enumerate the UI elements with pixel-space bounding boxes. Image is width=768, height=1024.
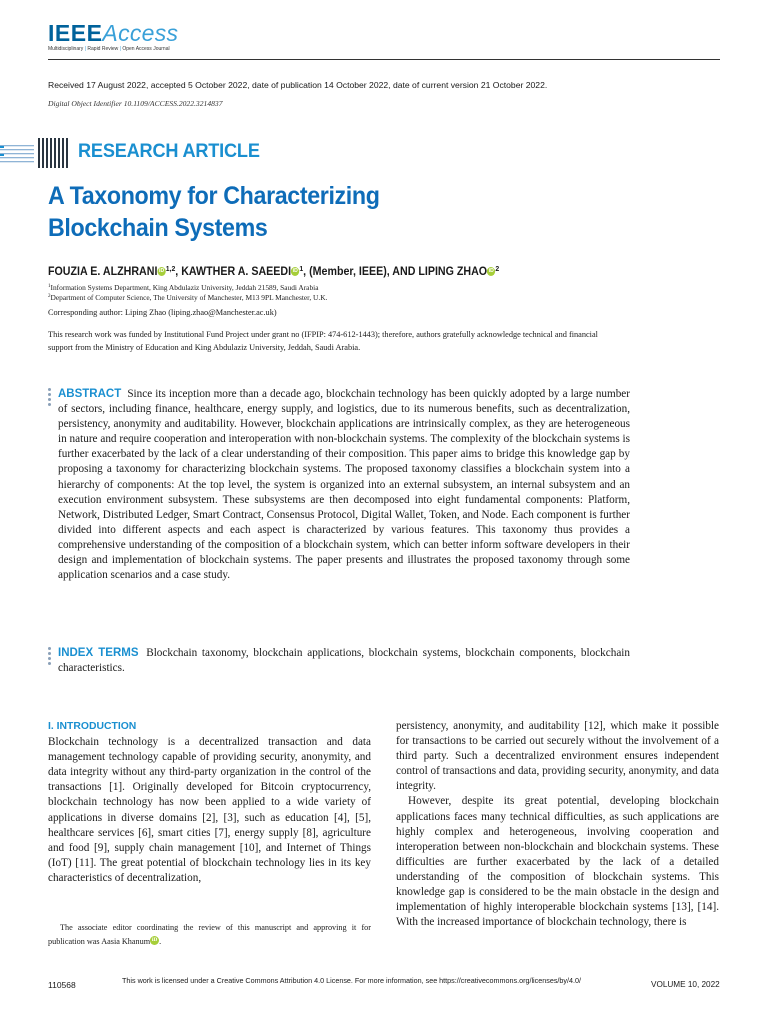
index-terms-label: INDEX TERMS (58, 647, 139, 659)
orcid-icon[interactable]: iD (151, 937, 158, 943)
journal-logo (48, 22, 178, 52)
corresponding-author: Corresponding author: Liping Zhao (liping.zhao@Manchester.ac.uk) (48, 308, 277, 317)
paper-title: A Taxonomy for Characterizing Blockchain Systems (48, 182, 380, 242)
editor-footnote: The associate editor coordinating the review of this manuscript and approving it for publication was Aasia Khanum iD . (48, 923, 371, 946)
author-list: FOUZIA E. ALZHRANI iD $^{1,2}$, KAWTHER A. SAEEDI iD $^1$, (Member, IEEE), AND LIPING ZHAO iD $^2$ (48, 264, 500, 278)
abstract (58, 387, 630, 583)
logo-access: Access (102, 20, 179, 46)
article-type-banner (0, 136, 290, 170)
affiliation-2: $^2$Department of Computer Science, The University of Manchester, M13 9PL Manchester, U.K. (48, 293, 328, 302)
logo-ieee: IEEE (48, 20, 103, 46)
index-terms-text: Blockchain taxonomy, blockchain applications, blockchain systems, blockchain components, blockchain characteristics. (58, 647, 630, 675)
index-terms (58, 646, 630, 676)
author-2: , KAWTHER A. SAEEDI (175, 265, 292, 278)
paragraph: persistency, anonymity, and auditability [12], which make it possible for transactions to be carried out securely without the involvement of a third party. Such a decentralized environment ensures independent control of transactions and data, providing security, anonymity, and data integrity. (396, 720, 719, 793)
header-divider (48, 59, 720, 60)
abstract-label: ABSTRACT (58, 388, 122, 400)
intro-right-column (396, 719, 719, 930)
doi: Digital Object Identifier 10.1109/ACCESS.2022.3214837 (48, 99, 223, 108)
funding-statement: This research work was funded by Institutional Fund Project under grant no (IFPIP: 474-612-1443); therefore, authors gratefully acknowledge technical and financial support from the Ministry of Education and King Abdulaziz University, Jeddah, Saudi Arabia. (48, 330, 598, 352)
author-3: , (Member, IEEE), AND LIPING ZHAO (303, 265, 488, 278)
section-heading: I. INTRODUCTION (48, 721, 137, 732)
page-number: 110568 (48, 980, 76, 990)
article-type-label: RESEARCH ARTICLE (78, 140, 260, 162)
orcid-icon[interactable]: iD (292, 268, 298, 274)
orcid-icon[interactable]: iD (159, 268, 165, 274)
abstract-text: Since its inception more than a decade ago, blockchain technology has been quickly adopted by a large number of sectors, including finance, healthcare, energy supply, and logistics, due to its numerous benefits, such as decentralization, persistency, anonymity and auditability. However, blockchain applications are intrinsically complex, as they are heterogeneous in nature and require cooperation and interoperation with non-blockchain systems. The complexity of the blockchain systems is further exacerbated by the lack of a clear understanding of their composition. This paper aims to bridge this knowledge gap by proposing a taxonomy for characterizing blockchain systems. The proposed taxonomy classifies a blockchain system into a hierarchy of components: At the top level, the system is organized into an external subsystem, an internal subsystem and an execution environment subsystem. These subsystems are then decomposed into eight fundamental components: Platform, Network, Distributed Ledger, Smart Contract, Consensus Protocol, Digital Wallet, Token, and Node. Each component is further divided into different aspects and each aspect is characterized by various features. This taxonomy thus provides a comprehensive understanding of the composition of a blockchain system, which can better inform software developers in their design and implementation of blockchain systems. The paper presents and illustrates the proposed taxonomy through some application scenarios and a case study. (58, 388, 630, 582)
intro-left-column (48, 719, 371, 886)
affiliation-1: $^1$Information Systems Department, King Abdulaziz University, Jeddah 21589, Saudi Arabia (48, 283, 319, 292)
banner-stripes-icon (0, 136, 80, 170)
volume-label: VOLUME 10, 2022 (651, 980, 720, 989)
license-notice[interactable]: This work is licensed under a Creative Commons Attribution 4.0 License. For more information, see https://creativecommons.org/licenses/by/4.0/ (122, 976, 582, 985)
received-dates: Received 17 August 2022, accepted 5 October 2022, date of publication 14 October 2022, date of current version 21 October 2022. (48, 80, 548, 90)
author-1: FOUZIA E. ALZHRANI (48, 265, 158, 278)
paragraph: However, despite its great potential, developing blockchain applications faces many technical difficulties, as such applications are highly complex and heterogeneous, involving cooperation and interoperation between non-blockchain and blockchain systems. These difficulties are further exacerbated by the lack of a detailed understanding of the composition of blockchain systems. This knowledge gap is considered to be the main obstacle in the design and implementation of highly interoperable blockchain systems [13], [14]. With the increased importance of blockchain technology, there is (396, 795, 719, 929)
paragraph: Blockchain technology is a decentralized transaction and data management technology capable of providing security, anonymity, and data integrity without any third-party organization in the control of the transactions [1]. Originally developed for Bitcoin cryptocurrency, blockchain technology has now been applied to a wide variety of applications in diverse domains [2], [3], such as education [4], [5], healthcare services [6], smart cities [7], energy supply [8], agriculture and food [9], supply chain management [10], and Internet of Things (IoT) [11]. The great potential of blockchain technology lies in its key characteristics of decentralization, (48, 736, 371, 884)
orcid-icon[interactable]: iD (488, 268, 494, 274)
logo-tagline: Multidisciplinary | Rapid Review | Open Access Journal (48, 46, 170, 52)
abstract-marker-icon (48, 388, 51, 408)
index-terms-marker-icon (48, 647, 51, 667)
